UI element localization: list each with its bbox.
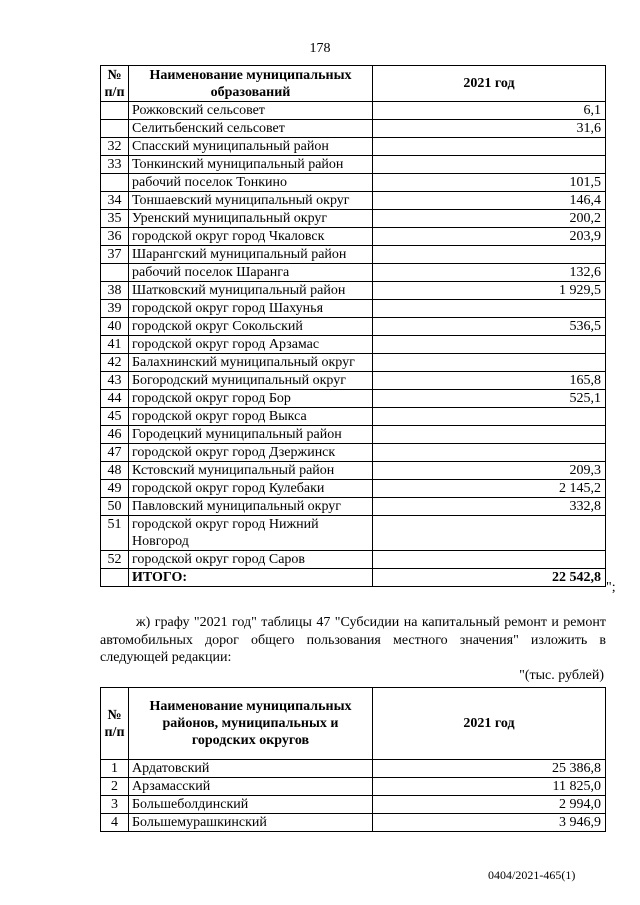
row-value: 203,9 — [373, 228, 606, 246]
row-name: Кстовский муниципальный район — [129, 462, 373, 480]
header-name: Наименование муниципальных районов, муниципальных и городских округов — [129, 688, 373, 760]
table-row — [101, 498, 606, 516]
table-row — [101, 156, 606, 174]
table-row — [101, 426, 606, 444]
row-number — [101, 174, 129, 192]
row-name: Уренский муниципальный округ — [129, 210, 373, 228]
row-number: 34 — [101, 192, 129, 210]
row-value: 101,5 — [373, 174, 606, 192]
row-name: Тоншаевский муниципальный округ — [129, 192, 373, 210]
row-name: Павловский муниципальный округ — [129, 498, 373, 516]
row-number: 46 — [101, 426, 129, 444]
row-value: 146,4 — [373, 192, 606, 210]
row-name: городской округ город Арзамас — [129, 336, 373, 354]
total-row — [101, 569, 606, 587]
table-row — [101, 408, 606, 426]
table-row — [101, 551, 606, 569]
subsidy-table — [100, 687, 606, 832]
row-name: Шатковский муниципальный район — [129, 282, 373, 300]
row-name: рабочий поселок Тонкино — [129, 174, 373, 192]
row-value: 1 929,5 — [373, 282, 606, 300]
row-value: 209,3 — [373, 462, 606, 480]
row-number: 48 — [101, 462, 129, 480]
table-row — [101, 814, 606, 832]
row-value: 6,1 — [373, 102, 606, 120]
row-number: 3 — [101, 796, 129, 814]
row-name: Большеболдинский — [129, 796, 373, 814]
amendment-text: ж) графу "2021 год" таблицы 47 "Субсидии на капитальный ремонт и ремонт автомобильных дорог общего пользования местного значения" изложить в следующей редакции: — [100, 615, 606, 665]
row-number: 51 — [101, 516, 129, 551]
page-number: 178 — [309, 41, 331, 56]
row-value — [373, 408, 606, 426]
row-value — [373, 426, 606, 444]
row-name: городской округ город Саров — [129, 551, 373, 569]
row-number: 1 — [101, 760, 129, 778]
row-value — [373, 551, 606, 569]
row-value: 2 145,2 — [373, 480, 606, 498]
row-value: 11 825,0 — [373, 778, 606, 796]
row-number: 35 — [101, 210, 129, 228]
row-name: Большемурашкинский — [129, 814, 373, 832]
table-row — [101, 444, 606, 462]
table-row — [101, 264, 606, 282]
row-name: Балахнинский муниципальный округ — [129, 354, 373, 372]
table-row — [101, 210, 606, 228]
row-number: 47 — [101, 444, 129, 462]
row-value: 525,1 — [373, 390, 606, 408]
table-body — [101, 102, 606, 587]
row-value: 3 946,9 — [373, 814, 606, 832]
row-name: Селитьбенский сельсовет — [129, 120, 373, 138]
header-year: 2021 год — [373, 688, 606, 760]
row-name: Ардатовский — [129, 760, 373, 778]
table-row — [101, 120, 606, 138]
row-name: Городецкий муниципальный район — [129, 426, 373, 444]
row-value: 25 386,8 — [373, 760, 606, 778]
row-number: 38 — [101, 282, 129, 300]
row-number: 32 — [101, 138, 129, 156]
row-number: 50 — [101, 498, 129, 516]
row-number: 2 — [101, 778, 129, 796]
header-number: № п/п — [101, 66, 129, 102]
table-row — [101, 102, 606, 120]
row-value — [373, 336, 606, 354]
row-name: Тонкинский муниципальный район — [129, 156, 373, 174]
table-row — [101, 354, 606, 372]
table-row — [101, 228, 606, 246]
total-value: 22 542,8 — [373, 569, 606, 587]
document-code: 0404/2021-465(1) — [488, 868, 576, 882]
table-row — [101, 246, 606, 264]
table-row — [101, 480, 606, 498]
row-value: 536,5 — [373, 318, 606, 336]
allocation-table — [100, 65, 606, 587]
total-label: ИТОГО: — [129, 569, 373, 587]
header-name: Наименование муниципальных образований — [129, 66, 373, 102]
row-value: 165,8 — [373, 372, 606, 390]
row-value — [373, 516, 606, 551]
row-number: 33 — [101, 156, 129, 174]
row-value — [373, 300, 606, 318]
header-number: № п/п — [101, 688, 129, 760]
row-name: Арзамасский — [129, 778, 373, 796]
row-name: городской округ город Кулебаки — [129, 480, 373, 498]
table-row — [101, 390, 606, 408]
row-number: 40 — [101, 318, 129, 336]
row-value — [373, 246, 606, 264]
quote-end: "; — [606, 580, 616, 595]
header-year: 2021 год — [373, 66, 606, 102]
row-number: 45 — [101, 408, 129, 426]
row-number: 49 — [101, 480, 129, 498]
row-name: городской округ город Чкаловск — [129, 228, 373, 246]
table-row — [101, 318, 606, 336]
row-name: городской округ город Нижний Новгород — [129, 516, 373, 551]
row-value — [373, 138, 606, 156]
row-name: городской округ город Бор — [129, 390, 373, 408]
row-number — [101, 102, 129, 120]
table-row — [101, 778, 606, 796]
row-value — [373, 444, 606, 462]
row-name: рабочий поселок Шаранга — [129, 264, 373, 282]
table-body — [101, 760, 606, 832]
row-number: 36 — [101, 228, 129, 246]
unit-label: "(тыс. рублей) — [519, 668, 604, 683]
table-row — [101, 300, 606, 318]
row-name: городской округ город Дзержинск — [129, 444, 373, 462]
table-row — [101, 192, 606, 210]
row-name: городской округ город Шахунья — [129, 300, 373, 318]
row-number: 39 — [101, 300, 129, 318]
table-row — [101, 796, 606, 814]
table-row — [101, 138, 606, 156]
row-value: 132,6 — [373, 264, 606, 282]
row-name: городской округ город Выкса — [129, 408, 373, 426]
row-number — [101, 569, 129, 587]
amendment-paragraph — [100, 614, 606, 667]
table-row — [101, 516, 606, 551]
table-row — [101, 336, 606, 354]
row-number: 52 — [101, 551, 129, 569]
row-value — [373, 156, 606, 174]
row-number: 37 — [101, 246, 129, 264]
row-number: 43 — [101, 372, 129, 390]
row-number — [101, 120, 129, 138]
row-number: 41 — [101, 336, 129, 354]
row-name: Шарангский муниципальный район — [129, 246, 373, 264]
row-value: 200,2 — [373, 210, 606, 228]
row-value: 332,8 — [373, 498, 606, 516]
row-name: городской округ Сокольский — [129, 318, 373, 336]
row-number: 42 — [101, 354, 129, 372]
row-number — [101, 264, 129, 282]
table-row — [101, 760, 606, 778]
table-row — [101, 174, 606, 192]
table-row — [101, 462, 606, 480]
table-row — [101, 372, 606, 390]
row-name: Богородский муниципальный округ — [129, 372, 373, 390]
row-number: 44 — [101, 390, 129, 408]
row-name: Спасский муниципальный район — [129, 138, 373, 156]
row-value — [373, 354, 606, 372]
row-name: Рожковский сельсовет — [129, 102, 373, 120]
row-number: 4 — [101, 814, 129, 832]
row-value: 2 994,0 — [373, 796, 606, 814]
row-value: 31,6 — [373, 120, 606, 138]
table-row — [101, 282, 606, 300]
